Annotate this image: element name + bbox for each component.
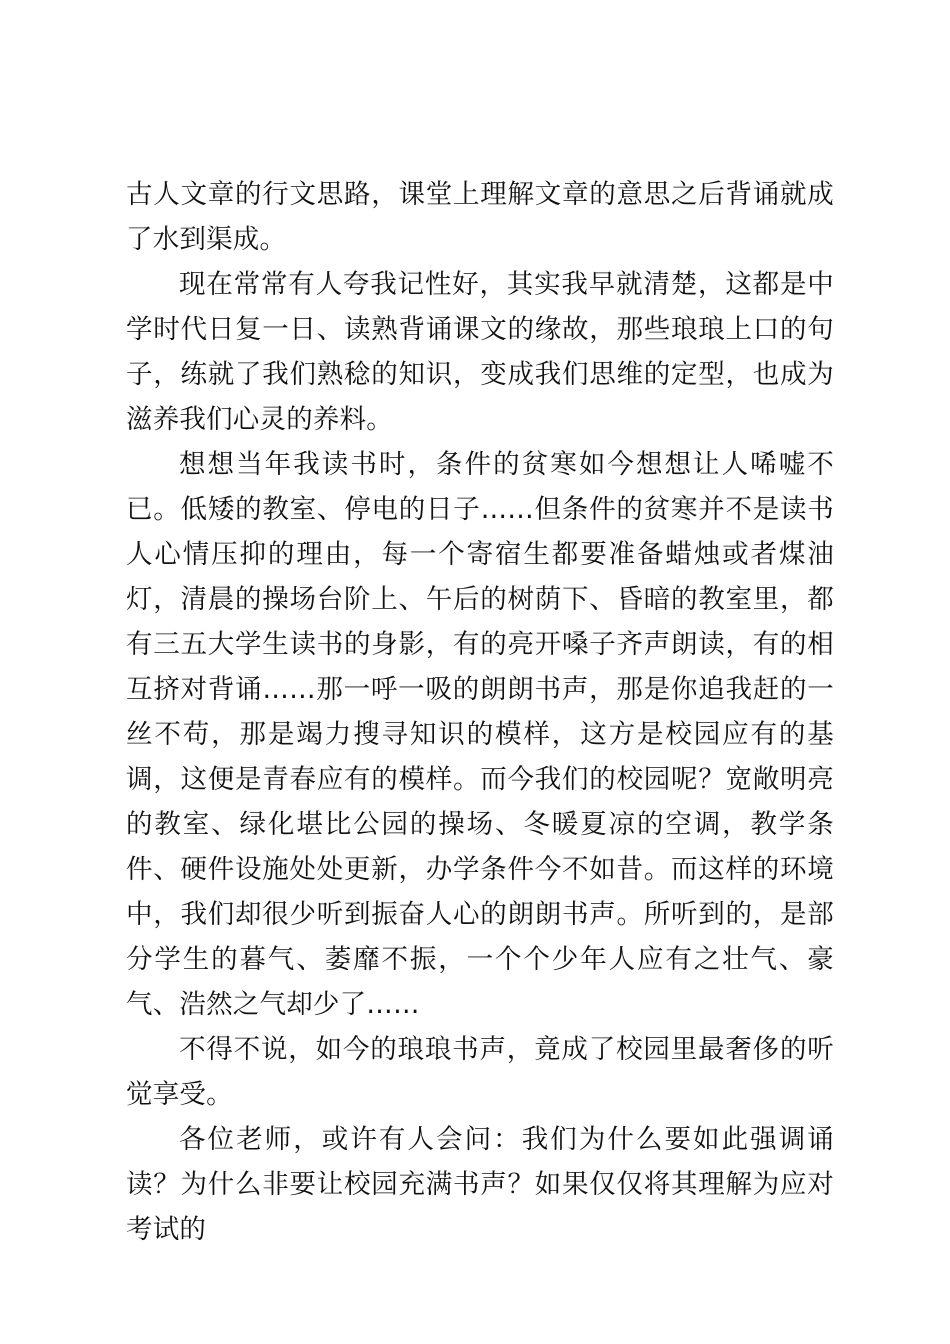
paragraph-3: 想想当年我读书时，条件的贫寒如今想想让人唏嘘不已。低矮的教室、停电的日子……但条件的贫寒并不是读书人心情压抑的理由，每一个寄宿生都要准备蜡烛或者煤油灯，清晨的操场台阶上、午后的树荫下、昏暗的教室里，都有三五大学生读书的身影，有的亮开嗓子齐声朗读，有的相互挤对背诵……那一呼一吸的朗朗书声，那是你追我赶的一丝不苟，那是竭力搜寻知识的模样，这方是校园应有的基调，这便是青春应有的模样。而今我们的校园呢？宽敞明亮的教室、绿化堪比公园的操场、冬暖夏凉的空调，教学条件、硬件设施处处更新，办学条件今不如昔。而这样的环境中，我们却很少听到振奋人心的朗朗书声。所听到的，是部分学生的暮气、萎靡不振，一个个少年人应有之壮气、豪气、浩然之气却少了…… <box>126 449 834 1020</box>
paragraph-5: 各位老师，或许有人会问：我们为什么要如此强调诵读？为什么非要让校园充满书声？如果仅仅将其理解为应对考试的 <box>126 1124 834 1245</box>
paragraph-4: 不得不说，如今的琅琅书声，竟成了校园里最奢侈的听觉享受。 <box>126 1034 834 1110</box>
document-body <box>126 172 834 1252</box>
paragraph-1: 古人文章的行文思路，课堂上理解文章的意思之后背诵就成了水到渠成。 <box>126 179 834 255</box>
paragraph-2: 现在常常有人夸我记性好，其实我早就清楚，这都是中学时代日复一日、读熟背诵课文的缘故，那些琅琅上口的句子，练就了我们熟稔的知识，变成我们思维的定型，也成为滋养我们心灵的养料。 <box>126 269 834 435</box>
